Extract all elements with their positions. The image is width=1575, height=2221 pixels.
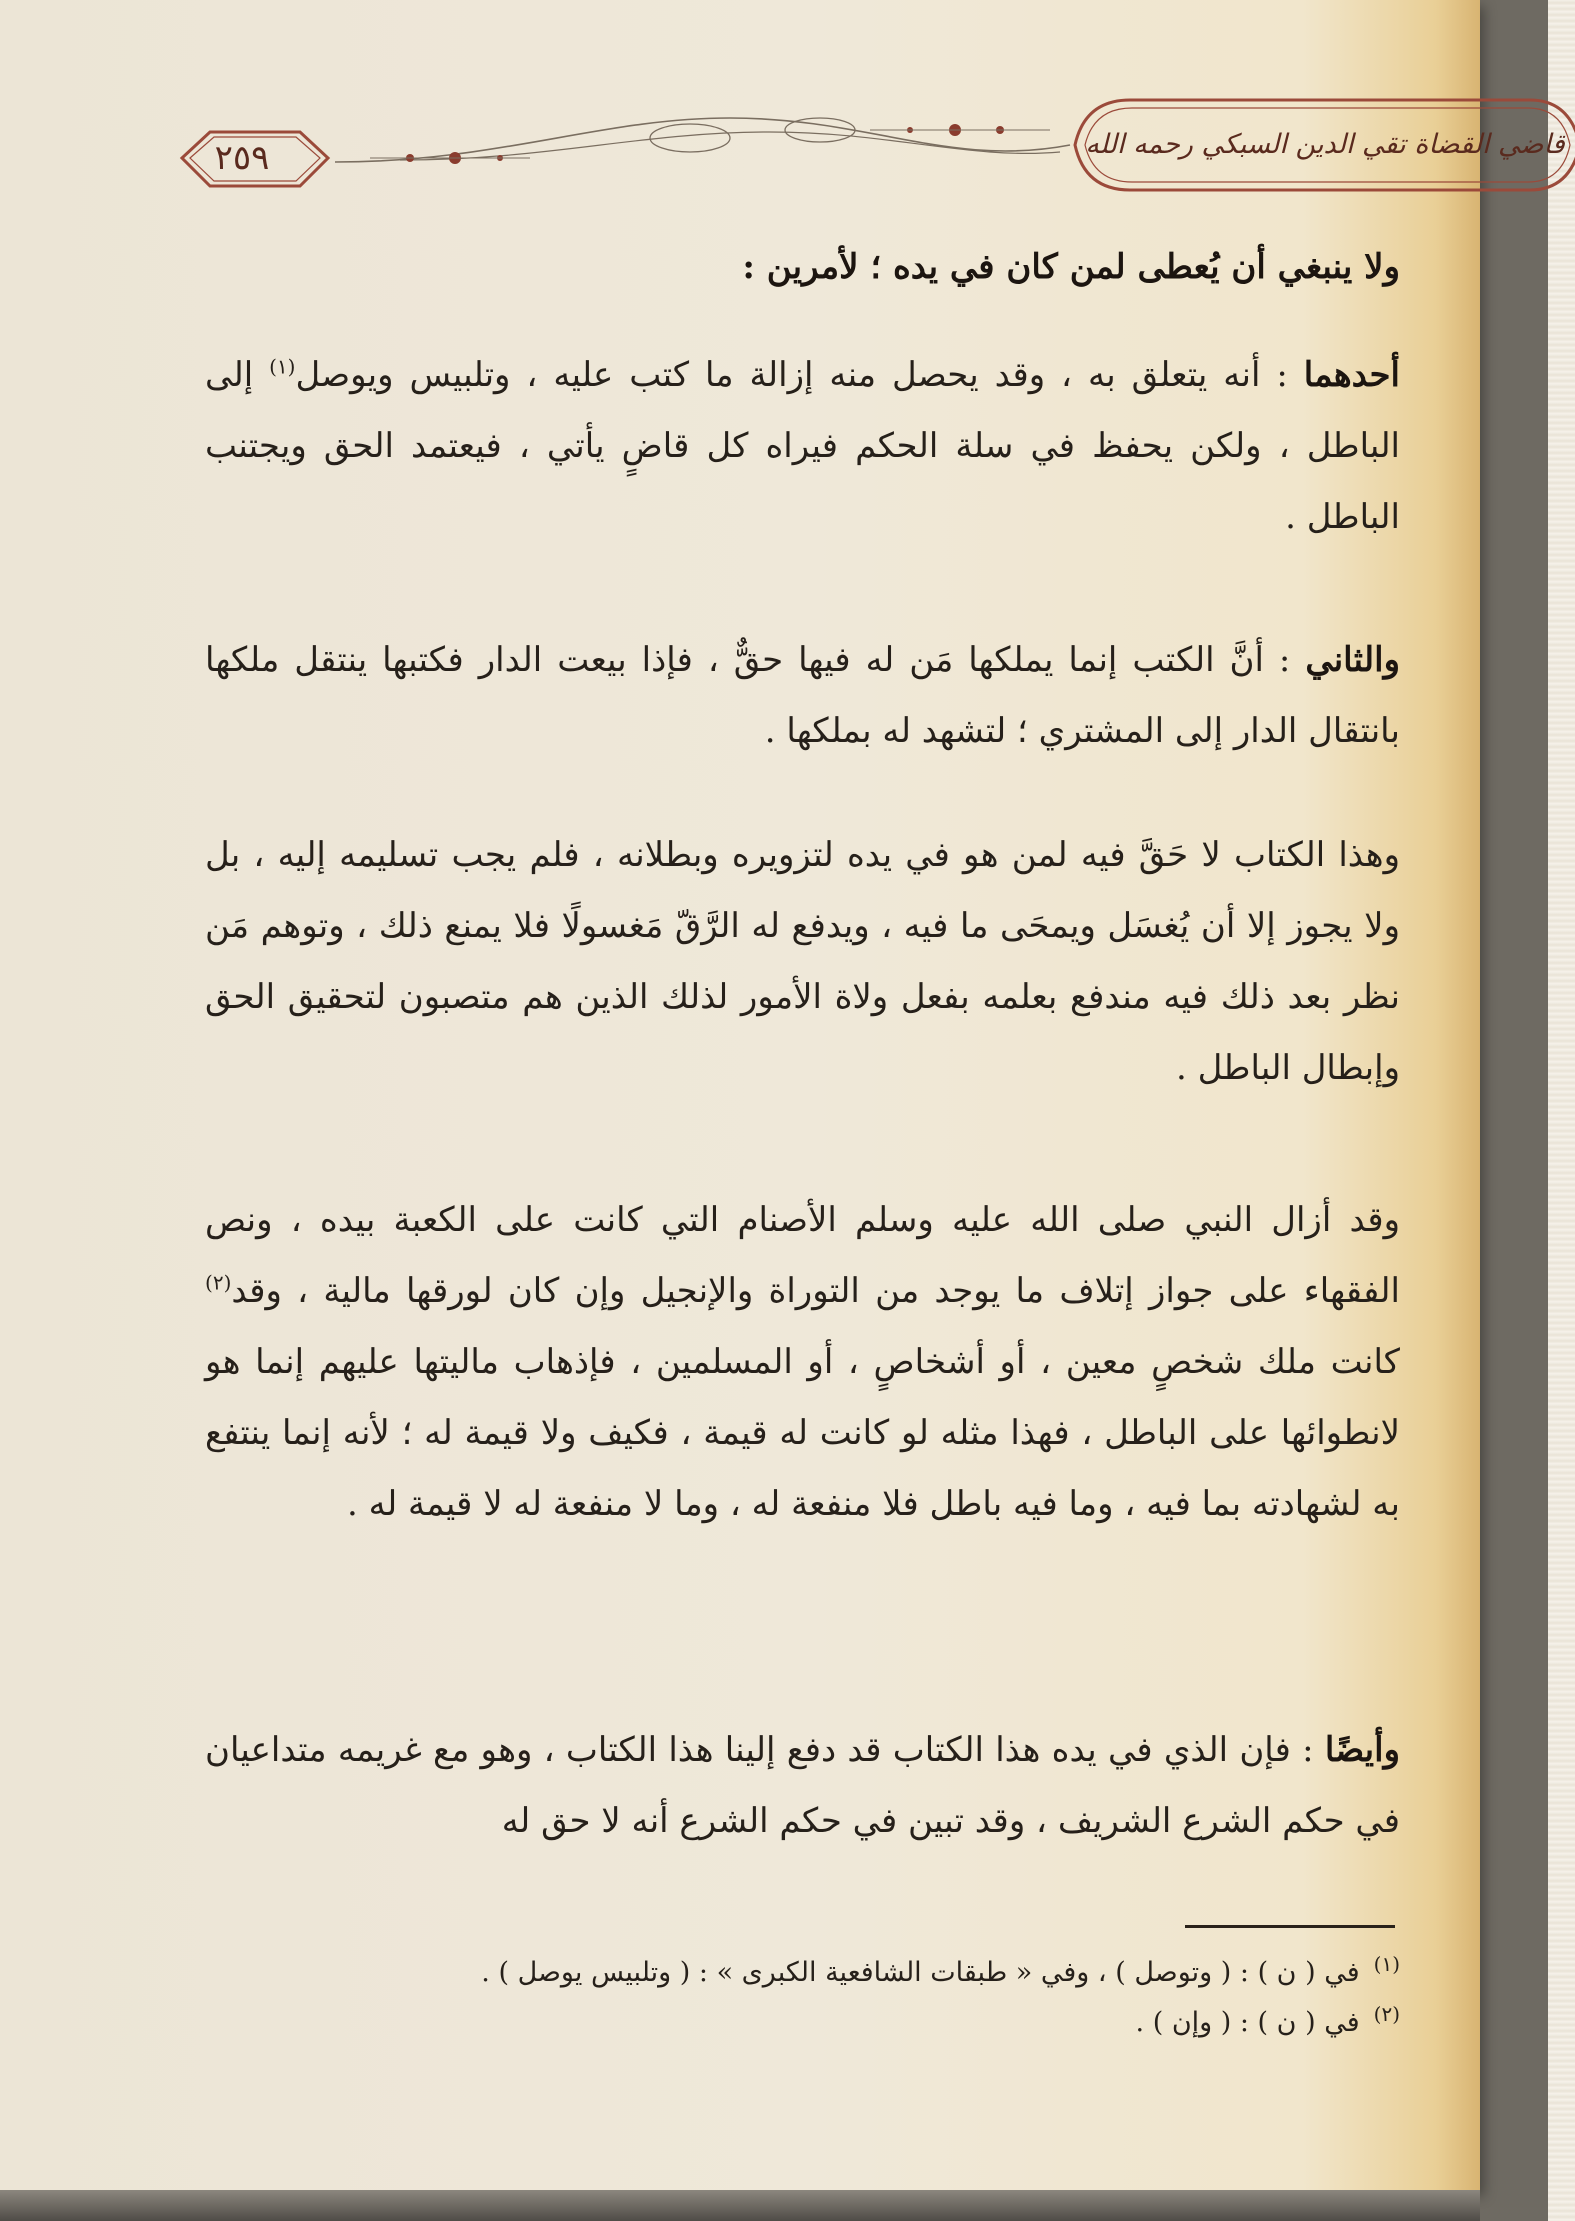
paragraph-third: وهذا الكتاب لا حَقَّ فيه لمن هو في يده لتزويره وبطلانه ، فلم يجب تسليمه إليه ، بل ولا يجوز إلا أن يُغسَل ويمحَى ما فيه ، ويدفع له الرَّقّ مَغسولًا فلا يمنع ذلك ، وتوهم مَن نظر بعد ذلك فيه مندفع بعلمه بفعل ولاة الأمور لذلك الذين هم متصبون لتحقيق الحق وإبطال الباطل . <box>205 835 1400 1088</box>
running-title: قاضي القضاة تقي الدين السبكي رحمه الله <box>1085 129 1565 160</box>
para4-text-a: وقد أزال النبي صلى الله عليه وسلم الأصنام التي كانت على الكعبة بيده ، ونص الفقهاء على جواز إتلاف ما يوجد من التوراة والإنجيل وإن كان لورقها مالية ، وقد <box>205 1200 1400 1311</box>
footnote-2-number: (٢) <box>1373 2002 1400 2026</box>
paragraph-fourth <box>205 1185 1400 1540</box>
first-text: : أنه يتعلق به ، وقد يحصل منه إزالة ما كتب عليه ، وتلبيس ويوصل <box>295 355 1288 395</box>
footnote-1-number: (١) <box>1373 1952 1400 1976</box>
para4-text-b: كانت ملك شخصٍ معين ، أو أشخاصٍ ، أو المسلمين ، فإذهاب ماليتها عليهم إنما هو لانطوائها على الباطل ، فهذا مثله لو كانت له قيمة ، فكيف ولا قيمة له ؛ لأنه إنما ينتفع به لشهادته بما فيه ، وما فيه باطل فلا منفعة له ، وما لا منفعة له لا قيمة له . <box>205 1342 1400 1524</box>
second-label: والثاني <box>1305 640 1401 680</box>
intro-heading: ولا ينبغي أن يُعطى لمن كان في يده ؛ لأمرين : <box>742 247 1400 287</box>
first-label: أحدهما <box>1303 355 1400 395</box>
first-text-cont: إلى الباطل ، ولكن يحفظ في سلة الحكم فيراه كل قاضٍ يأتي ، فيعتمد الحق ويجتنب الباطل . <box>205 355 1401 537</box>
paragraph-fifth <box>205 1715 1400 1857</box>
footnote-2 <box>205 2000 1400 2046</box>
bottom-shadow <box>0 2190 1480 2221</box>
page-header <box>170 90 1565 220</box>
paragraph-second <box>205 625 1400 767</box>
second-text: : أنَّ الكتب إنما يملكها مَن له فيها حقٌّ ، فإذا بيعت الدار فكتبها ينتقل ملكها بانتقال الدار إلى المشتري ؛ لتشهد له بملكها . <box>205 640 1400 751</box>
footnote-ref-2: (٢) <box>205 1270 232 1295</box>
para5-label: وأيضًا <box>1324 1730 1400 1770</box>
page-edges <box>1548 0 1575 2221</box>
paragraph-first <box>205 340 1400 553</box>
para5-text: : فإن الذي في يده هذا الكتاب قد دفع إلينا هذا الكتاب ، وهو مع غريمه متداعيان في حكم الشرع الشريف ، وقد تبين في حكم الشرع أنه لا حق له <box>205 1730 1400 1841</box>
footnote-1-text: في ( ن ) : ( وتوصل ) ، وفي « طبقات الشافعية الكبرى » : ( وتلبيس يوصل ) . <box>481 1957 1360 1988</box>
page-number: ٢٥٩ <box>214 138 270 178</box>
footnote-separator <box>1185 1925 1395 1928</box>
footnote-1 <box>205 1950 1400 1996</box>
footnote-ref-1: (١) <box>269 354 296 379</box>
footnote-2-text: في ( ن ) : ( وإن ) . <box>1135 2007 1360 2038</box>
